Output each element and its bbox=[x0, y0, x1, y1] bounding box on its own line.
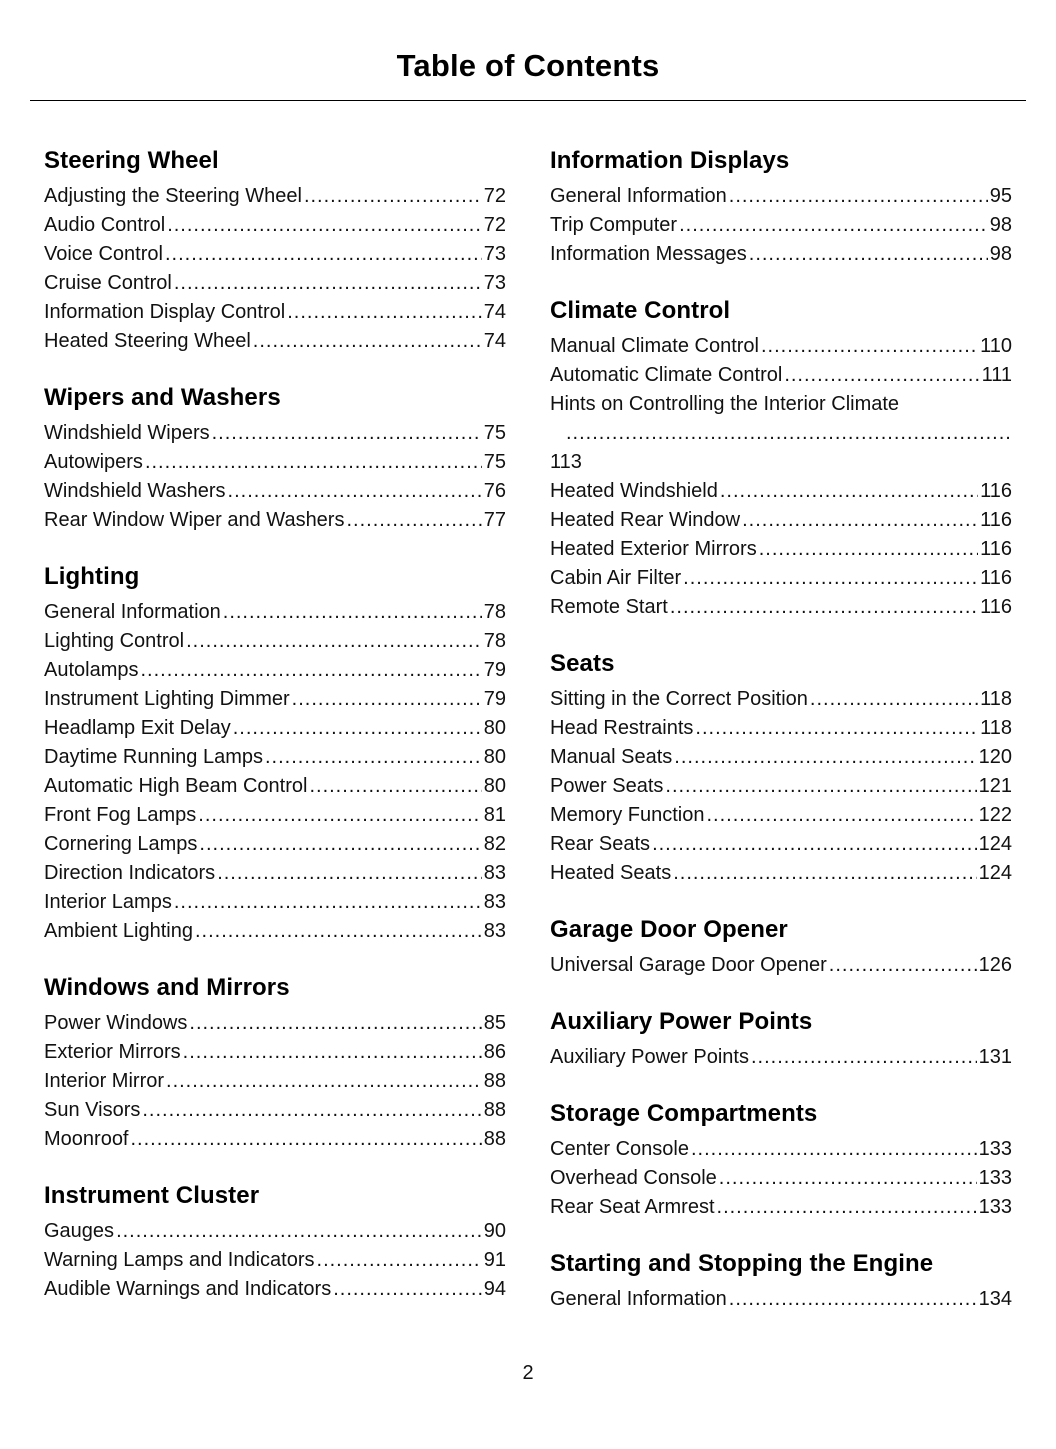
toc-entry bbox=[44, 211, 506, 240]
entry-label: Rear Seat Armrest bbox=[550, 1196, 715, 1218]
dot-leader bbox=[729, 182, 988, 211]
toc-entry bbox=[44, 1038, 506, 1067]
entry-label: Sitting in the Correct Position bbox=[550, 688, 808, 710]
toc-entry bbox=[44, 859, 506, 888]
dot-leader bbox=[189, 1009, 481, 1038]
toc-section bbox=[44, 384, 506, 535]
toc-entry bbox=[44, 240, 506, 269]
dot-leader bbox=[719, 1164, 977, 1193]
entry-label: Lighting Control bbox=[44, 630, 185, 652]
entry-page-number: 83 bbox=[483, 862, 506, 884]
toc-entry bbox=[550, 506, 1012, 535]
dot-leader bbox=[287, 298, 482, 327]
dot-leader bbox=[228, 477, 482, 506]
toc-entry bbox=[550, 1193, 1012, 1222]
dot-leader bbox=[165, 240, 482, 269]
dot-leader bbox=[174, 888, 482, 917]
toc-entry bbox=[550, 390, 1012, 477]
toc-section bbox=[550, 1100, 1012, 1222]
toc-entry bbox=[44, 801, 506, 830]
section-heading: Seats bbox=[550, 650, 615, 677]
entry-page-number: 77 bbox=[483, 509, 506, 531]
entry-label: Sun Visors bbox=[44, 1099, 141, 1121]
entry-page-number: 79 bbox=[483, 659, 506, 681]
toc-entry bbox=[550, 1285, 1012, 1314]
entry-page-number: 80 bbox=[483, 717, 506, 739]
title-divider bbox=[30, 100, 1026, 101]
entry-page-number: 88 bbox=[483, 1070, 506, 1092]
entry-label: Cornering Lamps bbox=[44, 833, 198, 855]
dot-leader bbox=[665, 772, 976, 801]
section-heading: Auxiliary Power Points bbox=[550, 1008, 813, 1035]
entry-label: Windshield Washers bbox=[44, 480, 226, 502]
entry-page-number: 111 bbox=[981, 364, 1012, 386]
entry-page-number: 88 bbox=[483, 1128, 506, 1150]
entry-page-number: 80 bbox=[483, 775, 506, 797]
entry-label: Cabin Air Filter bbox=[550, 567, 682, 589]
toc-entry bbox=[550, 477, 1012, 506]
entry-page-number: 73 bbox=[483, 272, 506, 294]
toc-column-2 bbox=[550, 147, 1012, 1314]
section-heading: Starting and Stopping the Engine bbox=[550, 1250, 934, 1277]
entry-page-number: 83 bbox=[483, 891, 506, 913]
dot-leader bbox=[253, 327, 482, 356]
toc-entry bbox=[44, 656, 506, 685]
toc-entry bbox=[44, 182, 506, 211]
entry-label: Exterior Mirrors bbox=[44, 1041, 181, 1063]
entry-page-number: 78 bbox=[483, 630, 506, 652]
toc-entry bbox=[44, 1067, 506, 1096]
entry-label: Overhead Console bbox=[550, 1167, 717, 1189]
dot-leader bbox=[183, 1038, 482, 1067]
toc-entry bbox=[44, 917, 506, 946]
entry-label: Heated Windshield bbox=[550, 480, 718, 502]
entry-page-number: 76 bbox=[483, 480, 506, 502]
dot-leader bbox=[116, 1217, 482, 1246]
section-heading: Storage Compartments bbox=[550, 1100, 818, 1127]
dot-leader bbox=[317, 1246, 482, 1275]
dot-leader bbox=[751, 1043, 977, 1072]
dot-leader bbox=[142, 1096, 481, 1125]
entry-label: Power Windows bbox=[44, 1012, 188, 1034]
toc-entry bbox=[44, 448, 506, 477]
entry-page-number: 86 bbox=[483, 1041, 506, 1063]
toc-entry bbox=[550, 685, 1012, 714]
entry-page-number: 83 bbox=[483, 920, 506, 942]
dot-leader bbox=[145, 448, 482, 477]
toc-columns bbox=[30, 147, 1026, 1314]
toc-entry bbox=[550, 801, 1012, 830]
entry-label: Information Display Control bbox=[44, 301, 286, 323]
entry-page-number: 113 bbox=[550, 451, 582, 473]
section-heading: Steering Wheel bbox=[44, 147, 219, 174]
dot-leader bbox=[673, 859, 976, 888]
entry-page-number: 116 bbox=[980, 596, 1012, 618]
entry-page-number: 98 bbox=[989, 214, 1012, 236]
entry-page-number: 126 bbox=[978, 954, 1012, 976]
entry-page-number: 82 bbox=[483, 833, 506, 855]
entry-page-number: 78 bbox=[483, 601, 506, 623]
toc-entry bbox=[550, 332, 1012, 361]
dot-leader bbox=[679, 211, 988, 240]
dot-leader bbox=[759, 535, 978, 564]
entry-label: General Information bbox=[550, 185, 727, 207]
toc-entry bbox=[44, 269, 506, 298]
toc-entry bbox=[44, 327, 506, 356]
dot-leader bbox=[309, 772, 481, 801]
entry-label: Auxiliary Power Points bbox=[550, 1046, 749, 1068]
entry-page-number: 98 bbox=[989, 243, 1012, 265]
entry-label: Power Seats bbox=[550, 775, 664, 797]
dot-leader bbox=[304, 182, 482, 211]
page-title: Table of Contents bbox=[396, 48, 660, 83]
entry-label: Heated Steering Wheel bbox=[44, 330, 251, 352]
entry-page-number: 116 bbox=[980, 509, 1012, 531]
entry-label: Interior Lamps bbox=[44, 891, 172, 913]
toc-entry bbox=[44, 1275, 506, 1304]
entry-page-number: 122 bbox=[978, 804, 1012, 826]
dot-leader bbox=[566, 419, 1010, 448]
entry-page-number: 94 bbox=[483, 1278, 506, 1300]
toc-entry bbox=[550, 743, 1012, 772]
entry-page-number: 79 bbox=[483, 688, 506, 710]
dot-leader bbox=[198, 801, 481, 830]
dot-leader bbox=[695, 714, 978, 743]
section-heading: Windows and Mirrors bbox=[44, 974, 290, 1001]
toc-entry bbox=[550, 240, 1012, 269]
toc-entry bbox=[44, 419, 506, 448]
entry-page-number: 116 bbox=[980, 538, 1012, 560]
toc-entry bbox=[550, 535, 1012, 564]
entry-label: Voice Control bbox=[44, 243, 163, 265]
dot-leader bbox=[186, 627, 482, 656]
toc-entry bbox=[550, 361, 1012, 390]
dot-leader bbox=[707, 801, 977, 830]
entry-label: Hints on Controlling the Interior Climate bbox=[550, 393, 900, 415]
section-heading: Garage Door Opener bbox=[550, 916, 788, 943]
entry-page-number: 133 bbox=[978, 1138, 1012, 1160]
dot-leader bbox=[720, 477, 978, 506]
dot-leader bbox=[742, 506, 978, 535]
dot-leader bbox=[652, 830, 977, 859]
dot-leader bbox=[829, 951, 977, 980]
dot-leader bbox=[223, 598, 482, 627]
entry-label: Daytime Running Lamps bbox=[44, 746, 263, 768]
toc-section bbox=[44, 147, 506, 356]
entry-label: Manual Climate Control bbox=[550, 335, 759, 357]
dot-leader bbox=[749, 240, 988, 269]
entry-page-number: 133 bbox=[978, 1196, 1012, 1218]
dot-leader bbox=[683, 564, 978, 593]
entry-label: Direction Indicators bbox=[44, 862, 216, 884]
dot-leader bbox=[346, 506, 481, 535]
entry-page-number: 73 bbox=[483, 243, 506, 265]
toc-entry bbox=[550, 593, 1012, 622]
dot-leader bbox=[333, 1275, 482, 1304]
toc-entry bbox=[44, 1246, 506, 1275]
toc-section bbox=[550, 650, 1012, 888]
toc-section bbox=[44, 1182, 506, 1304]
toc-entry bbox=[550, 1043, 1012, 1072]
entry-label: Rear Seats bbox=[550, 833, 651, 855]
entry-page-number: 134 bbox=[978, 1288, 1012, 1310]
toc-entry bbox=[550, 211, 1012, 240]
toc-entry bbox=[44, 1217, 506, 1246]
entry-page-number: 88 bbox=[483, 1099, 506, 1121]
entry-label: Head Restraints bbox=[550, 717, 694, 739]
toc-section bbox=[44, 974, 506, 1154]
section-heading: Lighting bbox=[44, 563, 140, 590]
toc-entry bbox=[44, 506, 506, 535]
page-number: 2 bbox=[522, 1362, 534, 1384]
toc-entry bbox=[44, 1009, 506, 1038]
dot-leader bbox=[131, 1125, 482, 1154]
section-heading: Climate Control bbox=[550, 297, 731, 324]
entry-page-number: 121 bbox=[978, 775, 1012, 797]
dot-leader bbox=[199, 830, 481, 859]
entry-label: General Information bbox=[44, 601, 221, 623]
entry-label: Warning Lamps and Indicators bbox=[44, 1249, 315, 1271]
toc-entry bbox=[44, 477, 506, 506]
dot-leader bbox=[217, 859, 482, 888]
entry-label: Information Messages bbox=[550, 243, 747, 265]
section-heading: Information Displays bbox=[550, 147, 790, 174]
entry-label: Gauges bbox=[44, 1220, 115, 1242]
entry-label: Moonroof bbox=[44, 1128, 129, 1150]
entry-page-number: 74 bbox=[483, 301, 506, 323]
dot-leader bbox=[166, 1067, 482, 1096]
entry-label: Interior Mirror bbox=[44, 1070, 165, 1092]
entry-label: Automatic High Beam Control bbox=[44, 775, 308, 797]
entry-label: Front Fog Lamps bbox=[44, 804, 197, 826]
toc-entry bbox=[550, 830, 1012, 859]
toc-entry bbox=[44, 598, 506, 627]
dot-leader bbox=[784, 361, 979, 390]
entry-page-number: 75 bbox=[483, 451, 506, 473]
entry-page-number: 91 bbox=[483, 1249, 506, 1271]
entry-page-number: 72 bbox=[483, 214, 506, 236]
entry-label: Autowipers bbox=[44, 451, 143, 473]
entry-label: Heated Exterior Mirrors bbox=[550, 538, 757, 560]
entry-label: Automatic Climate Control bbox=[550, 364, 783, 386]
toc-entry bbox=[44, 772, 506, 801]
toc-section bbox=[550, 297, 1012, 622]
toc-entry bbox=[44, 830, 506, 859]
section-heading: Wipers and Washers bbox=[44, 384, 281, 411]
entry-label: Audible Warnings and Indicators bbox=[44, 1278, 332, 1300]
toc-section bbox=[550, 916, 1012, 980]
entry-label: Windshield Wipers bbox=[44, 422, 210, 444]
dot-leader bbox=[810, 685, 978, 714]
dot-leader bbox=[174, 269, 482, 298]
toc-entry bbox=[44, 627, 506, 656]
entry-page-number: 95 bbox=[989, 185, 1012, 207]
dot-leader bbox=[670, 593, 978, 622]
toc-entry bbox=[44, 743, 506, 772]
entry-page-number: 75 bbox=[483, 422, 506, 444]
entry-page-number: 124 bbox=[978, 862, 1012, 884]
entry-page-number: 120 bbox=[978, 746, 1012, 768]
dot-leader bbox=[292, 685, 482, 714]
entry-page-number: 74 bbox=[483, 330, 506, 352]
entry-page-number: 72 bbox=[483, 185, 506, 207]
toc-entry bbox=[550, 859, 1012, 888]
toc-entry bbox=[550, 772, 1012, 801]
entry-label: Ambient Lighting bbox=[44, 920, 193, 942]
toc-entry bbox=[550, 182, 1012, 211]
dot-leader bbox=[691, 1135, 977, 1164]
entry-label: Universal Garage Door Opener bbox=[550, 954, 827, 976]
toc-entry bbox=[44, 298, 506, 327]
entry-label: Trip Computer bbox=[550, 214, 678, 236]
dot-leader bbox=[195, 917, 482, 946]
toc-entry bbox=[44, 714, 506, 743]
entry-label: Heated Seats bbox=[550, 862, 672, 884]
entry-page-number: 118 bbox=[980, 688, 1012, 710]
dot-leader bbox=[212, 419, 482, 448]
dot-leader bbox=[141, 656, 482, 685]
toc-column-1 bbox=[44, 147, 506, 1314]
entry-page-number: 116 bbox=[980, 480, 1012, 502]
dot-leader bbox=[167, 211, 482, 240]
entry-page-number: 131 bbox=[978, 1046, 1012, 1068]
toc-entry bbox=[550, 951, 1012, 980]
entry-label: Instrument Lighting Dimmer bbox=[44, 688, 290, 710]
toc-entry bbox=[550, 1164, 1012, 1193]
toc-entry bbox=[550, 564, 1012, 593]
toc-section bbox=[44, 563, 506, 946]
entry-label: Heated Rear Window bbox=[550, 509, 741, 531]
entry-page-number: 110 bbox=[980, 335, 1012, 357]
toc-section bbox=[550, 1008, 1012, 1072]
toc-entry bbox=[44, 888, 506, 917]
entry-label: Center Console bbox=[550, 1138, 689, 1160]
dot-leader bbox=[674, 743, 976, 772]
entry-page-number: 81 bbox=[483, 804, 506, 826]
entry-page-number: 124 bbox=[978, 833, 1012, 855]
toc-entry bbox=[44, 1096, 506, 1125]
entry-label: Memory Function bbox=[550, 804, 705, 826]
entry-label: Autolamps bbox=[44, 659, 139, 681]
entry-label: Headlamp Exit Delay bbox=[44, 717, 231, 739]
entry-page-number: 116 bbox=[980, 567, 1012, 589]
entry-page-number: 85 bbox=[483, 1012, 506, 1034]
entry-label: Audio Control bbox=[44, 214, 166, 236]
entry-page-number: 118 bbox=[980, 717, 1012, 739]
toc-entry bbox=[550, 1135, 1012, 1164]
section-heading: Instrument Cluster bbox=[44, 1182, 260, 1209]
entry-label: Remote Start bbox=[550, 596, 668, 618]
entry-label: Manual Seats bbox=[550, 746, 673, 768]
toc-entry bbox=[44, 1125, 506, 1154]
entry-page-number: 80 bbox=[483, 746, 506, 768]
dot-leader bbox=[265, 743, 482, 772]
entry-page-number: 133 bbox=[978, 1167, 1012, 1189]
dot-leader bbox=[233, 714, 482, 743]
toc-section bbox=[550, 1250, 1012, 1314]
entry-label: Adjusting the Steering Wheel bbox=[44, 185, 302, 207]
toc-section bbox=[550, 147, 1012, 269]
entry-page-number: 90 bbox=[483, 1220, 506, 1242]
entry-label: Rear Window Wiper and Washers bbox=[44, 509, 345, 531]
toc-entry bbox=[550, 714, 1012, 743]
dot-leader bbox=[717, 1193, 977, 1222]
entry-label: Cruise Control bbox=[44, 272, 172, 294]
dot-leader bbox=[761, 332, 978, 361]
entry-label: General Information bbox=[550, 1288, 727, 1310]
toc-entry bbox=[44, 685, 506, 714]
dot-leader bbox=[729, 1285, 977, 1314]
